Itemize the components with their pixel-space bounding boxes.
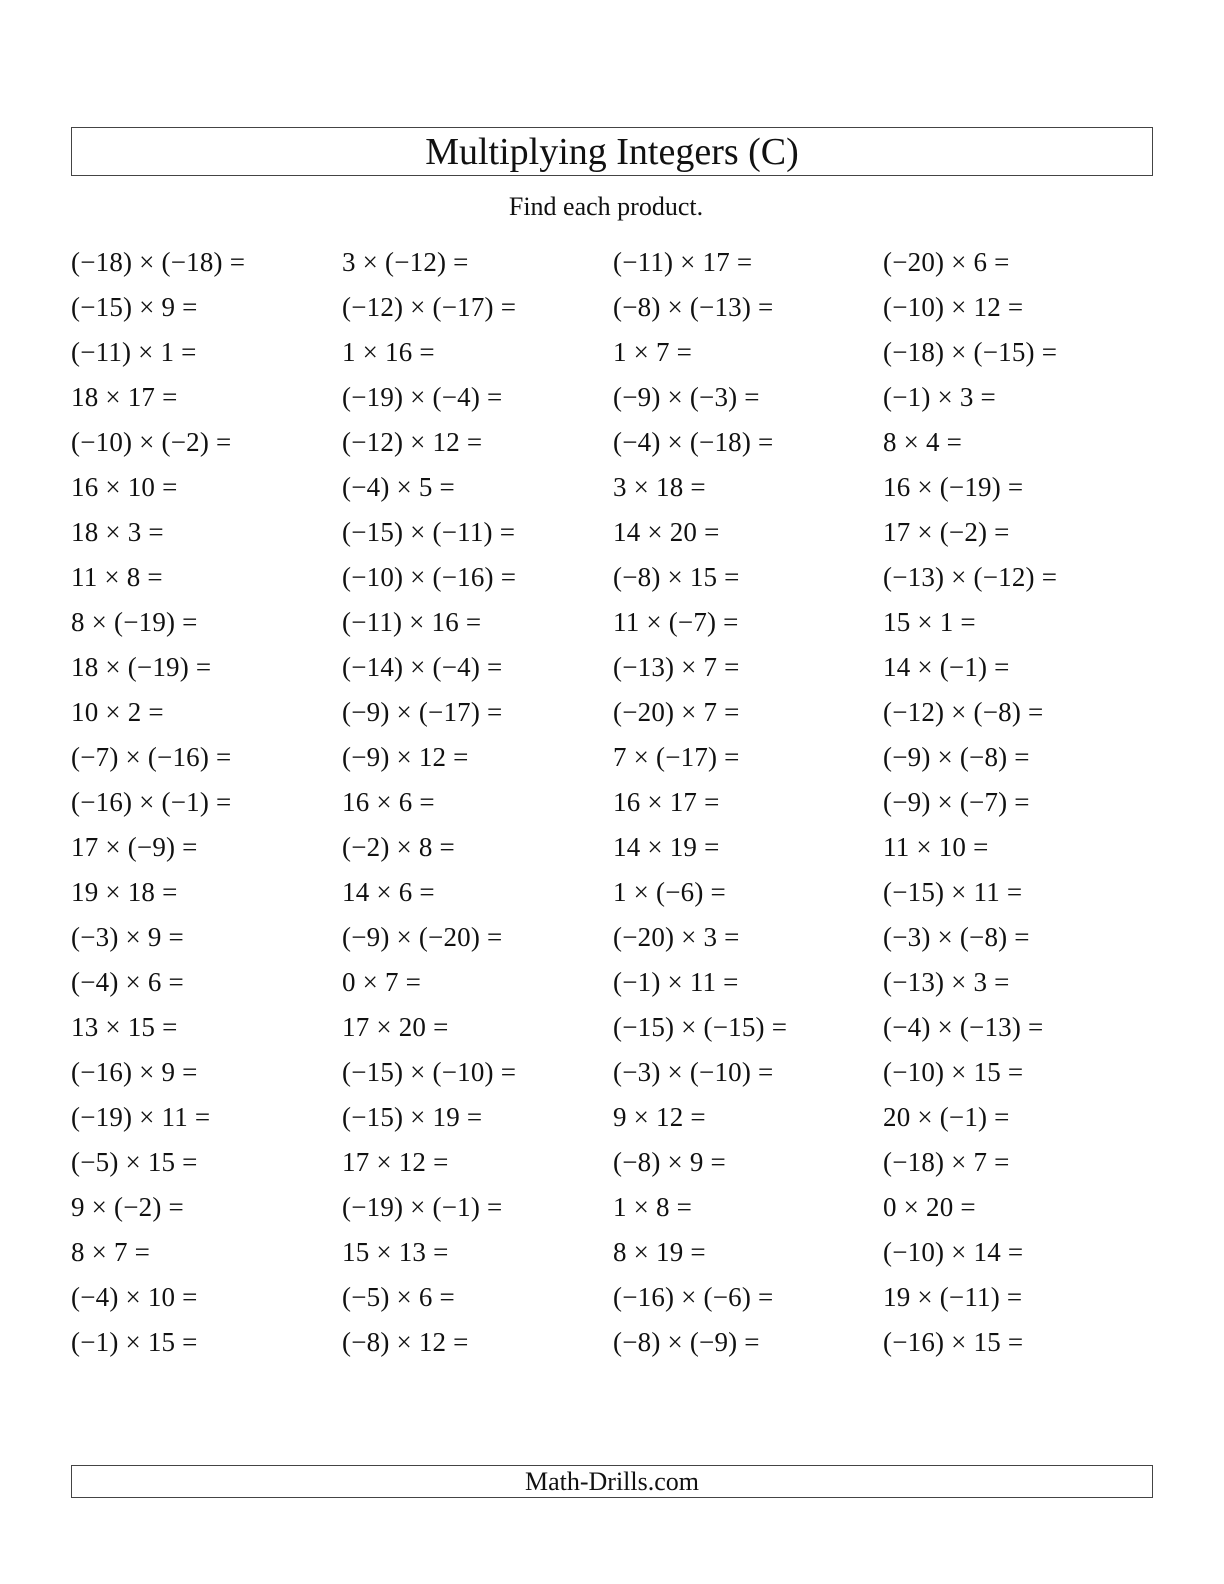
problem-item: 1 × 16 = <box>342 337 435 367</box>
problem-item: 16 × 6 = <box>342 787 435 817</box>
problem-item: 17 × (−9) = <box>71 832 198 862</box>
problem-item: 11 × 8 = <box>71 562 163 592</box>
problem-row <box>71 1230 1161 1275</box>
problem-row <box>71 330 1161 375</box>
problem-item: (−9) × 12 = <box>342 742 469 772</box>
problem-item: (−20) × 7 = <box>613 697 740 727</box>
problem-item: 0 × 20 = <box>883 1192 976 1222</box>
instruction-text: Find each product. <box>508 192 704 221</box>
problem-item: (−14) × (−4) = <box>342 652 503 682</box>
footer-brand: Math-Drills.com <box>524 1466 700 1496</box>
problem-item: (−8) × 9 = <box>613 1147 726 1177</box>
problem-item: (−12) × 12 = <box>342 427 483 457</box>
problem-item: 18 × (−19) = <box>71 652 212 682</box>
problem-item: 16 × (−19) = <box>883 472 1024 502</box>
problem-item: 3 × 18 = <box>613 472 706 502</box>
problem-item: 11 × 10 = <box>883 832 989 862</box>
problem-item: (−15) × (−11) = <box>342 517 516 547</box>
problem-item: 7 × (−17) = <box>613 742 740 772</box>
problem-item: 15 × 13 = <box>342 1237 449 1267</box>
problem-item: 8 × 4 = <box>883 427 963 457</box>
problem-item: (−9) × (−20) = <box>342 922 503 952</box>
problem-item: (−15) × (−15) = <box>613 1012 788 1042</box>
problem-item: 18 × 17 = <box>71 382 178 412</box>
problem-item: (−9) × (−7) = <box>883 787 1030 817</box>
problem-item: 14 × 20 = <box>613 517 720 547</box>
problem-item: (−10) × (−2) = <box>71 427 232 457</box>
problem-row <box>71 1185 1161 1230</box>
problem-item: (−8) × 12 = <box>342 1327 469 1357</box>
problem-item: (−3) × (−8) = <box>883 922 1030 952</box>
problem-item: (−18) × (−18) = <box>71 247 246 277</box>
problem-item: 13 × 15 = <box>71 1012 178 1042</box>
problem-item: (−8) × 15 = <box>613 562 740 592</box>
problem-item: (−8) × (−13) = <box>613 292 774 322</box>
problem-row <box>71 375 1161 420</box>
problem-item: 14 × 19 = <box>613 832 720 862</box>
problem-item: 16 × 10 = <box>71 472 178 502</box>
problem-item: (−16) × 9 = <box>71 1057 198 1087</box>
problem-item: (−13) × (−12) = <box>883 562 1058 592</box>
problem-item: 19 × (−11) = <box>883 1282 1023 1312</box>
problem-item: (−18) × 7 = <box>883 1147 1010 1177</box>
worksheet-title: Multiplying Integers (C) <box>425 130 799 173</box>
problem-row <box>71 1095 1161 1140</box>
problem-row <box>71 1005 1161 1050</box>
problem-grid <box>71 240 1161 1365</box>
problem-item: (−1) × 11 = <box>613 967 739 997</box>
problem-item: (−9) × (−8) = <box>883 742 1030 772</box>
problem-row <box>71 420 1161 465</box>
problem-item: 17 × 20 = <box>342 1012 449 1042</box>
problem-item: 1 × (−6) = <box>613 877 726 907</box>
problem-item: (−15) × 11 = <box>883 877 1023 907</box>
problem-item: (−12) × (−8) = <box>883 697 1044 727</box>
problem-item: 17 × (−2) = <box>883 517 1010 547</box>
problem-item: (−18) × (−15) = <box>883 337 1058 367</box>
problem-item: (−5) × 15 = <box>71 1147 198 1177</box>
problem-item: (−3) × 9 = <box>71 922 184 952</box>
problem-item: 10 × 2 = <box>71 697 164 727</box>
problem-item: (−15) × 9 = <box>71 292 198 322</box>
problem-item: (−3) × (−10) = <box>613 1057 774 1087</box>
footer-box <box>71 1465 1153 1498</box>
problem-row <box>71 285 1161 330</box>
problem-item: 11 × (−7) = <box>613 607 739 637</box>
problem-item: 8 × 19 = <box>613 1237 706 1267</box>
problem-item: 9 × 12 = <box>613 1102 706 1132</box>
problem-row <box>71 465 1161 510</box>
problem-item: (−4) × (−18) = <box>613 427 774 457</box>
problem-item: (−2) × 8 = <box>342 832 455 862</box>
problem-item: (−4) × 6 = <box>71 967 184 997</box>
problem-row <box>71 1050 1161 1095</box>
problem-item: 1 × 7 = <box>613 337 693 367</box>
problem-item: (−13) × 7 = <box>613 652 740 682</box>
problem-item: (−16) × (−6) = <box>613 1282 774 1312</box>
problem-item: (−20) × 3 = <box>613 922 740 952</box>
problem-item: (−8) × (−9) = <box>613 1327 760 1357</box>
problem-item: 8 × (−19) = <box>71 607 198 637</box>
problem-item: 14 × 6 = <box>342 877 435 907</box>
problem-item: 17 × 12 = <box>342 1147 449 1177</box>
problem-item: 15 × 1 = <box>883 607 976 637</box>
problem-item: (−16) × (−1) = <box>71 787 232 817</box>
problem-item: 9 × (−2) = <box>71 1192 184 1222</box>
problem-row <box>71 1320 1161 1365</box>
problem-item: (−19) × 11 = <box>71 1102 211 1132</box>
problem-row <box>71 735 1161 780</box>
problem-item: (−10) × 12 = <box>883 292 1024 322</box>
problem-item: 19 × 18 = <box>71 877 178 907</box>
problem-row <box>71 600 1161 645</box>
problem-item: 16 × 17 = <box>613 787 720 817</box>
problem-row <box>71 690 1161 735</box>
problem-row <box>71 1140 1161 1185</box>
problem-item: 18 × 3 = <box>71 517 164 547</box>
problem-item: (−9) × (−17) = <box>342 697 503 727</box>
problem-row <box>71 780 1161 825</box>
problem-item: (−11) × 1 = <box>71 337 197 367</box>
problem-item: (−10) × 14 = <box>883 1237 1024 1267</box>
problem-row <box>71 645 1161 690</box>
problem-item: (−15) × 19 = <box>342 1102 483 1132</box>
problem-row <box>71 870 1161 915</box>
problem-item: (−12) × (−17) = <box>342 292 517 322</box>
problem-item: (−11) × 17 = <box>613 247 753 277</box>
problem-item: 1 × 8 = <box>613 1192 693 1222</box>
problem-row <box>71 510 1161 555</box>
problem-item: 14 × (−1) = <box>883 652 1010 682</box>
problem-row <box>71 915 1161 960</box>
problem-item: (−20) × 6 = <box>883 247 1010 277</box>
problem-item: 3 × (−12) = <box>342 247 469 277</box>
problem-row <box>71 960 1161 1005</box>
problem-item: (−11) × 16 = <box>342 607 482 637</box>
problem-row <box>71 555 1161 600</box>
problem-item: 8 × 7 = <box>71 1237 151 1267</box>
problem-item: (−10) × (−16) = <box>342 562 517 592</box>
problem-item: (−5) × 6 = <box>342 1282 455 1312</box>
problem-item: (−7) × (−16) = <box>71 742 232 772</box>
problem-item: 0 × 7 = <box>342 967 422 997</box>
problem-item: (−4) × 5 = <box>342 472 455 502</box>
problem-item: (−4) × (−13) = <box>883 1012 1044 1042</box>
problem-item: (−15) × (−10) = <box>342 1057 517 1087</box>
problem-item: (−1) × 15 = <box>71 1327 198 1357</box>
problem-item: (−10) × 15 = <box>883 1057 1024 1087</box>
problem-item: (−13) × 3 = <box>883 967 1010 997</box>
problem-item: (−19) × (−1) = <box>342 1192 503 1222</box>
problem-row <box>71 240 1161 285</box>
problem-item: (−16) × 15 = <box>883 1327 1024 1357</box>
problem-row <box>71 1275 1161 1320</box>
problem-item: (−1) × 3 = <box>883 382 996 412</box>
problem-item: (−4) × 10 = <box>71 1282 198 1312</box>
title-box <box>71 127 1153 176</box>
problem-item: (−9) × (−3) = <box>613 382 760 412</box>
problem-item: (−19) × (−4) = <box>342 382 503 412</box>
problem-item: 20 × (−1) = <box>883 1102 1010 1132</box>
problem-row <box>71 825 1161 870</box>
